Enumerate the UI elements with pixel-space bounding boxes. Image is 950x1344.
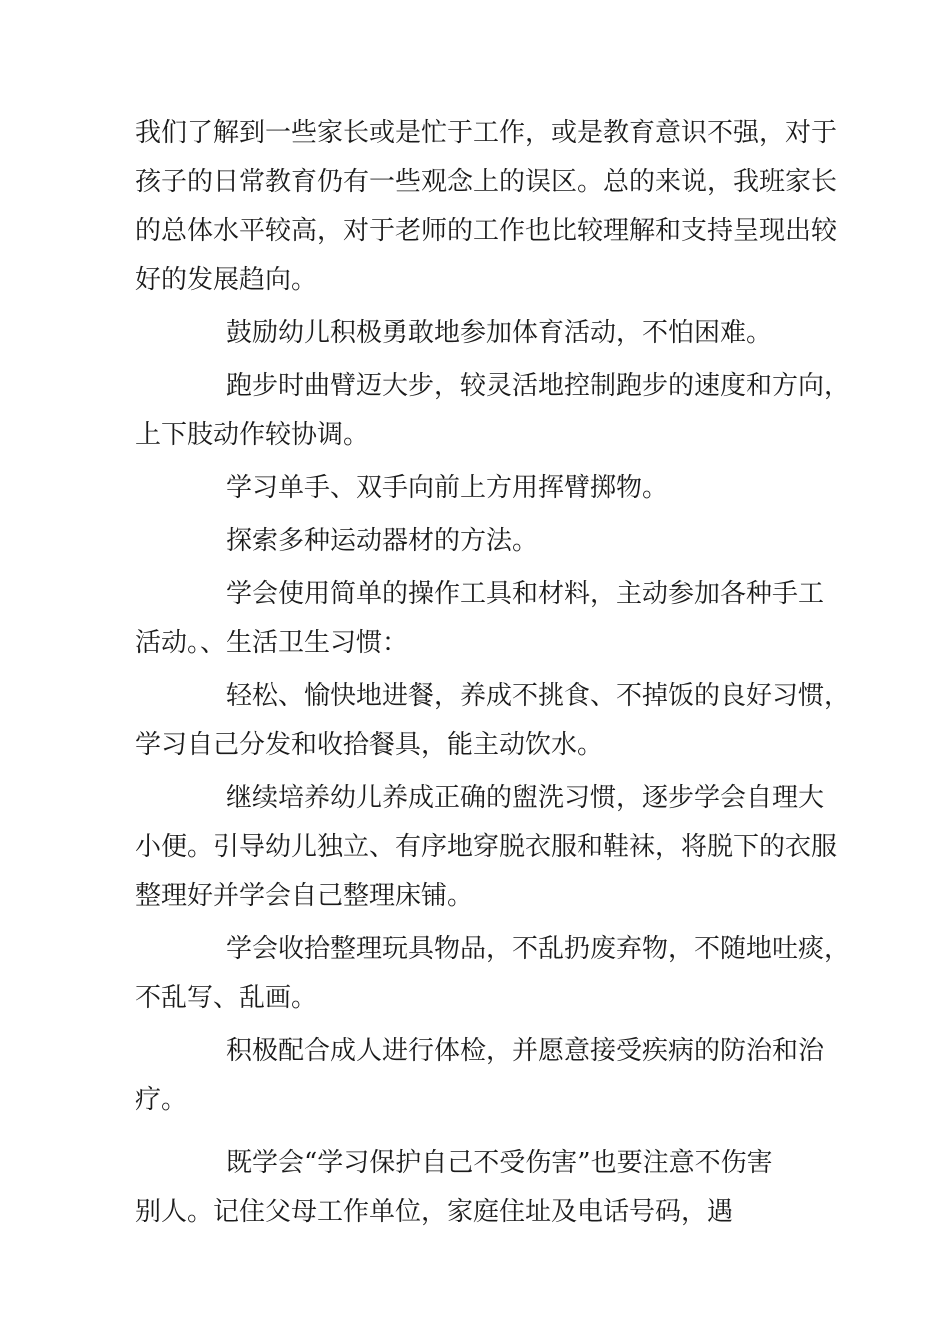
text-line: 的总体水平较高，对于老师的工作也比较理解和支持呈现出较 [135, 216, 838, 246]
text-line: 学会收拾整理玩具物品，不乱扔废弃物，不随地吐痰， [226, 934, 851, 964]
paragraph [135, 1027, 835, 1125]
text-line: 上下肢动作较协调。 [135, 420, 370, 450]
paragraph [135, 464, 835, 513]
text-line: 整理好并学会自己整理床铺。 [135, 881, 474, 911]
text-line: 活动。、生活卫生习惯： [135, 628, 409, 658]
paragraph [135, 309, 835, 358]
document-body [135, 109, 851, 1237]
paragraph [135, 925, 851, 1023]
text-line: 学会使用简单的操作工具和材料，主动参加各种手工 [226, 579, 825, 609]
paragraph [135, 362, 851, 460]
paragraph [135, 774, 838, 921]
text-line: 探索多种运动器材的方法。 [226, 526, 539, 556]
text-line: 小便。引导幼儿独立、有序地穿脱衣服和鞋袜，将脱下的衣服 [135, 832, 838, 862]
text-line: 继续培养幼儿养成正确的盥洗习惯，逐步学会自理大 [226, 783, 825, 813]
paragraph [135, 517, 835, 566]
text-line: 别人。记住父母工作单位，家庭住址及电话号码，遇 [135, 1197, 734, 1227]
paragraph [135, 109, 838, 305]
text-line: 疗。 [135, 1085, 188, 1115]
text-line: 我们了解到一些家长或是忙于工作，或是教育意识不强，对于 [135, 118, 838, 148]
paragraph [135, 1139, 835, 1237]
paragraph [135, 672, 851, 770]
text-line: 既学会“学习保护自己不受伤害”也要注意不伤害 [226, 1148, 773, 1178]
text-line: 鼓励幼儿积极勇敢地参加体育活动，不怕困难。 [226, 318, 773, 348]
text-line: 学习自己分发和收拾餐具，能主动饮水。 [135, 730, 604, 760]
text-line: 不乱写、乱画。 [135, 983, 318, 1013]
text-line: 孩子的日常教育仍有一些观念上的误区。总的来说，我班家长 [135, 167, 838, 197]
text-line: 好的发展趋向。 [135, 265, 318, 295]
paragraph [135, 570, 835, 668]
text-line: 跑步时曲臂迈大步，较灵活地控制跑步的速度和方向， [226, 371, 851, 401]
text-line: 积极配合成人进行体检，并愿意接受疾病的防治和治 [226, 1036, 825, 1066]
text-line: 学习单手、双手向前上方用挥臂掷物。 [226, 473, 669, 503]
text-line: 轻松、愉快地进餐，养成不挑食、不掉饭的良好习惯， [226, 681, 851, 711]
